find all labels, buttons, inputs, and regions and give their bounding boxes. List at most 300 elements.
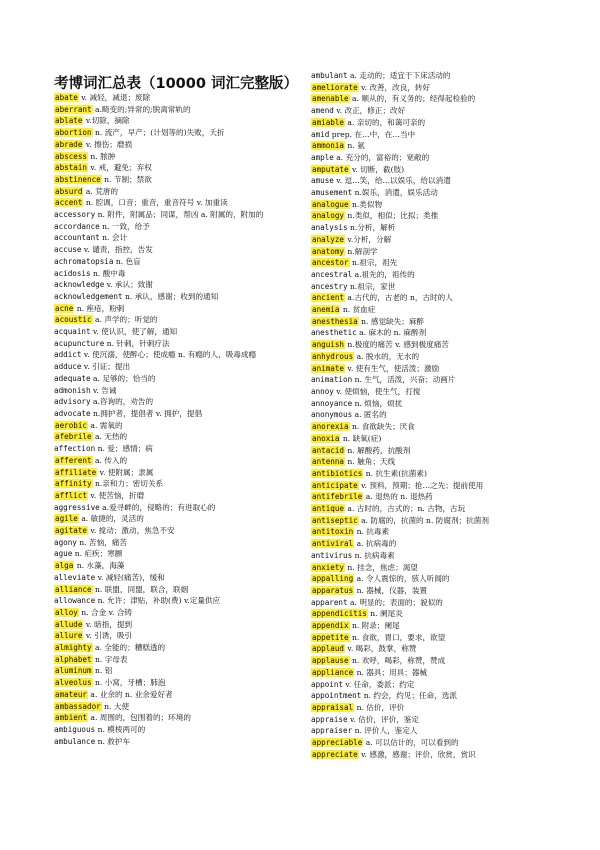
vocab-word: antitoxin bbox=[312, 527, 354, 537]
vocab-word: appendix bbox=[312, 621, 349, 631]
vocab-entry bbox=[311, 445, 573, 457]
vocab-definition: n. 流产，早产；(计划等的)失败，夭折 bbox=[92, 128, 225, 138]
vocab-definition: n. 抗毒素 bbox=[354, 527, 390, 537]
vocab-entry bbox=[311, 292, 573, 304]
vocab-entry bbox=[311, 105, 573, 117]
vocab-word: adequate bbox=[54, 373, 91, 383]
vocab-entry bbox=[54, 478, 304, 490]
vocab-word: appendicitis bbox=[312, 609, 367, 619]
vocab-entry bbox=[54, 209, 304, 221]
vocab-definition: v. 戒，避免；弃权 bbox=[88, 163, 152, 173]
vocab-word: admonish bbox=[54, 385, 91, 395]
vocab-definition: n. 贫血症 bbox=[340, 305, 376, 315]
vocab-definition: v. 改善，改良，转好 bbox=[358, 82, 431, 92]
vocab-definition: a.祖先的，祖传的 bbox=[352, 269, 415, 279]
vocab-entry bbox=[311, 690, 573, 702]
vocab-word: acknowledge bbox=[54, 280, 105, 290]
vocab-word: appraise bbox=[311, 714, 348, 724]
vocab-entry bbox=[311, 398, 573, 410]
vocab-definition: a. 可以估计的，可以看到的 bbox=[363, 738, 459, 748]
vocab-entry bbox=[311, 562, 573, 574]
vocab-entry bbox=[311, 117, 573, 129]
vocab-entry bbox=[54, 665, 304, 677]
vocab-word: aberrant bbox=[55, 104, 92, 114]
vocab-entry bbox=[311, 140, 573, 152]
vocab-entry bbox=[54, 619, 304, 631]
vocab-definition: n. 小窝，牙槽；肺泡 bbox=[92, 678, 166, 688]
vocab-word: affection bbox=[54, 444, 96, 454]
vocab-word: amputate bbox=[312, 164, 349, 174]
vocab-definition: a. 脱水的，无水的 bbox=[354, 351, 420, 361]
vocab-word: appreciate bbox=[312, 749, 358, 759]
vocab-entry bbox=[54, 151, 304, 163]
vocab-word: almighty bbox=[55, 643, 92, 653]
vocab-word: appraisal bbox=[312, 702, 354, 712]
vocab-definition: n. 节制；禁欲 bbox=[101, 174, 152, 184]
vocab-definition: v. 告诫 bbox=[90, 385, 117, 395]
vocab-definition: a. 抗病毒的 bbox=[354, 539, 397, 549]
vocab-word: applaud bbox=[312, 644, 345, 654]
vocab-word: ambiguous bbox=[54, 724, 96, 734]
vocab-definition: n. 欢呼，喝彩，称赞，赞成 bbox=[349, 656, 446, 666]
vocab-entry bbox=[54, 689, 304, 701]
vocab-entry bbox=[54, 420, 304, 432]
vocab-word: analogy bbox=[312, 211, 345, 221]
vocab-definition: n. 烦恼，烦扰 bbox=[352, 398, 403, 408]
vocab-entry bbox=[311, 129, 573, 141]
vocab-definition: a. 周围的，包围着的；环境的 bbox=[88, 713, 191, 723]
vocab-definition: a.古代的，古老的 n，古时的人 bbox=[345, 293, 453, 303]
vocab-entry bbox=[54, 162, 304, 174]
vocab-entry bbox=[311, 725, 573, 737]
vocab-definition: a. 古时的，古式的；n. 古物，古玩 bbox=[345, 504, 466, 514]
vocab-word: ambassador bbox=[55, 701, 101, 711]
vocab-word: appraiser bbox=[311, 726, 353, 736]
vocab-entry bbox=[311, 82, 573, 94]
vocab-definition: a. 充分的，富裕的；宽敞的 bbox=[333, 152, 430, 162]
vocab-word: abate bbox=[55, 93, 78, 102]
vocab-word: amusement bbox=[311, 188, 353, 198]
vocab-entry bbox=[311, 597, 573, 609]
vocab-definition: a.爱寻衅的，侵略的；有进取心的 bbox=[99, 502, 216, 512]
vocab-definition: v.切除，摘除 bbox=[83, 116, 130, 126]
vocab-entry bbox=[54, 502, 304, 514]
vocab-word: afflict bbox=[55, 490, 88, 500]
vocab-definition: n. 估价，评价 bbox=[354, 702, 405, 712]
vocab-word: advocate bbox=[54, 408, 91, 418]
vocab-definition: n. 一致，给予 bbox=[99, 221, 150, 231]
vocab-entry bbox=[311, 550, 573, 562]
vocab-definition: n.类似物 bbox=[349, 199, 383, 209]
vocab-definition: n. 字母表 bbox=[92, 654, 128, 664]
vocab-entry bbox=[54, 291, 304, 303]
vocab-definition: v. 使附属；隶属 bbox=[97, 467, 154, 477]
vocab-definition: n. 约会，约见；任命，选派 bbox=[361, 691, 457, 701]
vocab-entry bbox=[311, 93, 573, 105]
left-column bbox=[54, 92, 304, 747]
vocab-entry bbox=[311, 234, 573, 246]
vocab-entry bbox=[54, 595, 304, 607]
vocab-entry bbox=[54, 396, 304, 408]
vocab-word: allure bbox=[55, 631, 83, 641]
vocab-word: acknowledgement bbox=[54, 291, 123, 301]
vocab-word: agile bbox=[55, 514, 78, 524]
vocab-entry bbox=[54, 303, 304, 315]
vocab-definition: n.极度的痛苦 v. 感到极度痛苦 bbox=[345, 340, 449, 350]
vocab-definition: a. 敏捷的，灵活的 bbox=[78, 514, 144, 524]
vocab-word: annoy bbox=[311, 386, 334, 396]
vocab-definition: v. 使沉溺，使醉心；使成瘾 n. 有瘾的人，吸毒成瘾 bbox=[81, 350, 257, 360]
vocab-entry bbox=[54, 115, 304, 127]
vocab-definition: a. 传入的 bbox=[92, 455, 128, 465]
vocab-entry bbox=[54, 244, 304, 256]
vocab-definition: n. 食欲缺失；厌食 bbox=[349, 422, 415, 432]
vocab-entry bbox=[54, 654, 304, 666]
vocab-definition: a. 荒唐的 bbox=[83, 186, 118, 196]
vocab-definition: n. 器械，仪器，装置 bbox=[354, 585, 428, 595]
vocab-definition: n. 会计 bbox=[99, 233, 128, 243]
vocab-word: allude bbox=[55, 619, 83, 629]
vocab-word: alga bbox=[55, 561, 74, 571]
vocab-definition: a. 需氧的 bbox=[88, 420, 123, 430]
vocab-definition: v. 搅动；激动，焦急不安 bbox=[88, 526, 175, 536]
vocab-word: achromatopsia bbox=[54, 256, 114, 266]
vocab-definition: a. 明显的；表面的；貌似的 bbox=[347, 597, 443, 607]
vocab-definition: n. 爱；感情；病 bbox=[95, 444, 153, 454]
vocab-definition: n. 色盲 bbox=[113, 256, 141, 266]
vocab-word: agony bbox=[54, 537, 77, 547]
vocab-definition: v. 使有生气，使活泼；激励 bbox=[345, 363, 440, 373]
vocab-definition: n.拥护者，提倡者 v. 拥护，提倡 bbox=[90, 408, 203, 418]
vocab-definition: a. 全能的；糟糕透的 bbox=[92, 643, 166, 653]
vocab-definition: n. 挂念，焦虑；渴望 bbox=[345, 562, 418, 572]
vocab-entry bbox=[54, 525, 304, 537]
vocab-word: acidosis bbox=[54, 268, 91, 278]
vocab-word: addict bbox=[54, 350, 82, 360]
vocab-word: applause bbox=[312, 656, 349, 666]
vocab-word: animate bbox=[312, 363, 345, 373]
vocab-word: abrade bbox=[55, 139, 83, 149]
vocab-definition: n. 生气，活泼，兴奋；动画片 bbox=[352, 375, 456, 385]
vocab-definition: n. 抗生素(抗菌素) bbox=[363, 468, 427, 478]
vocab-entry bbox=[54, 186, 304, 198]
vocab-word: ameliorate bbox=[312, 82, 358, 92]
vocab-definition: n. 感觉缺失；麻醉 bbox=[358, 316, 425, 326]
vocab-definition: v. 喝彩，鼓掌，称赞 bbox=[345, 644, 417, 654]
vocab-word: anticipate bbox=[312, 480, 358, 490]
vocab-entry bbox=[311, 316, 573, 328]
vocab-word: agitate bbox=[55, 526, 88, 536]
vocab-definition: v.分析，分解 bbox=[345, 234, 392, 244]
vocab-definition: v. 切断，截(肢) bbox=[349, 164, 405, 174]
vocab-definition: n. 触角；天线 bbox=[345, 457, 396, 467]
vocab-entry bbox=[311, 386, 573, 398]
vocab-definition: n.类似，相似；比拟；类推 bbox=[345, 211, 439, 221]
vocab-definition: n. 器具；用具；器械 bbox=[354, 667, 428, 677]
vocab-word: accordance bbox=[54, 221, 100, 231]
vocab-definition: n.娱乐，消遣，娱乐活动 bbox=[352, 188, 438, 198]
vocab-word: abscess bbox=[55, 151, 88, 161]
vocab-entry bbox=[54, 490, 304, 502]
vocab-entry bbox=[54, 455, 304, 467]
vocab-definition: n. 缺氧(症) bbox=[340, 433, 382, 443]
vocab-entry bbox=[311, 363, 573, 375]
vocab-definition: v. 减轻(痛苦)，缓和 bbox=[95, 572, 165, 582]
vocab-definition: a. 亲切的，和蔼可亲的 bbox=[345, 117, 426, 127]
vocab-entry bbox=[54, 279, 304, 291]
vocab-entry bbox=[311, 667, 573, 679]
vocab-word: antiviral bbox=[312, 539, 354, 549]
vocab-word: analogue bbox=[312, 199, 349, 209]
vocab-word: anatomy bbox=[312, 246, 345, 256]
vocab-word: adduce bbox=[54, 362, 82, 372]
vocab-entry bbox=[311, 620, 573, 632]
vocab-word: accent bbox=[55, 198, 83, 208]
vocab-word: anesthetic bbox=[311, 328, 357, 338]
vocab-word: alliance bbox=[55, 584, 92, 594]
vocab-definition: n. 合金 v. 合铸 bbox=[78, 607, 132, 617]
vocab-entry bbox=[54, 385, 304, 397]
vocab-word: antique bbox=[312, 504, 345, 514]
vocab-entry bbox=[311, 433, 573, 445]
vocab-word: aluminum bbox=[55, 666, 92, 676]
vocab-word: antenna bbox=[312, 457, 345, 467]
vocab-entry bbox=[311, 679, 573, 691]
vocab-definition: a. 业余的 n. 业余爱好者 bbox=[88, 689, 173, 699]
vocab-definition: a. 无热的 bbox=[92, 432, 128, 442]
vocab-word: accountant bbox=[54, 233, 100, 243]
vocab-entry bbox=[54, 361, 304, 373]
vocab-definition: a.咨询的，劝告的 bbox=[90, 397, 154, 407]
vocab-definition: n. 氨 bbox=[345, 141, 365, 151]
vocab-word: accessory bbox=[54, 210, 96, 220]
vocab-word: ammonia bbox=[312, 141, 345, 151]
vocab-definition: a. 声学的；听觉的 bbox=[92, 315, 158, 325]
vocab-definition: v. 估价，评价，鉴定 bbox=[347, 714, 419, 724]
vocab-entry bbox=[54, 174, 304, 186]
vocab-definition: n. 评价人，鉴定人 bbox=[352, 726, 418, 736]
vocab-word: amuse bbox=[311, 176, 334, 186]
vocab-definition: v. 使烦恼，使生气，打搅 bbox=[333, 386, 421, 396]
vocab-definition: a. 足够的；恰当的 bbox=[90, 373, 156, 383]
vocab-definition: n. 脓肿 bbox=[88, 151, 116, 161]
vocab-word: appointment bbox=[311, 691, 362, 701]
vocab-entry bbox=[54, 373, 304, 385]
vocab-word: affinity bbox=[55, 479, 92, 489]
vocab-word: absurd bbox=[55, 186, 83, 196]
right-column bbox=[311, 70, 573, 760]
vocab-entry bbox=[54, 443, 304, 455]
vocab-entry bbox=[311, 409, 573, 421]
vocab-word: appetite bbox=[312, 632, 349, 642]
vocab-word: animation bbox=[311, 375, 353, 385]
vocab-word: anxiety bbox=[312, 562, 345, 572]
vocab-definition: v. 减轻，减退；废除 bbox=[78, 93, 151, 102]
vocab-entry bbox=[54, 572, 304, 584]
vocab-definition: v. 预料，预期；抢…之先；提前使用 bbox=[358, 480, 484, 490]
vocab-word: ancestor bbox=[312, 258, 349, 268]
vocab-word: ancestral bbox=[311, 269, 353, 279]
vocab-definition: n. 铝 bbox=[92, 666, 113, 676]
vocab-entry bbox=[311, 199, 573, 211]
vocab-word: ample bbox=[311, 152, 334, 162]
vocab-definition: n. 疟疾；寒颤 bbox=[72, 549, 123, 559]
vocab-word: amenable bbox=[312, 94, 349, 104]
vocab-entry bbox=[54, 630, 304, 642]
vocab-definition: v. 使认识，使了解，通知 bbox=[90, 327, 178, 337]
vocab-definition: a. 防腐的，抗菌的 n. 防腐剂；抗菌剂 bbox=[358, 515, 489, 525]
vocab-entry bbox=[311, 281, 573, 293]
vocab-word: alloy bbox=[55, 607, 78, 617]
vocab-definition: n. 苦恼，痛苦 bbox=[76, 537, 127, 547]
vocab-definition: n. 允许；津贴，补助(费) v.定量供应 bbox=[95, 596, 221, 606]
vocab-word: ancient bbox=[312, 293, 345, 303]
vocab-word: amateur bbox=[55, 689, 88, 699]
vocab-entry bbox=[54, 736, 304, 748]
vocab-word: acquaint bbox=[54, 327, 91, 337]
vocab-word: afebrile bbox=[55, 432, 92, 442]
vocab-entry bbox=[311, 421, 573, 433]
vocab-entry bbox=[54, 268, 304, 280]
vocab-word: aerobic bbox=[55, 420, 88, 430]
vocab-word: alleviate bbox=[54, 572, 96, 582]
vocab-entry bbox=[311, 608, 573, 620]
vocab-entry bbox=[54, 127, 304, 139]
vocab-definition: v. 引诱，吸引 bbox=[83, 631, 133, 641]
vocab-entry bbox=[311, 175, 573, 187]
vocab-entry bbox=[54, 338, 304, 350]
vocab-word: antibiotics bbox=[312, 468, 363, 478]
vocab-entry bbox=[311, 573, 573, 585]
vocab-entry bbox=[54, 467, 304, 479]
vocab-entry bbox=[54, 513, 304, 525]
vocab-entry bbox=[311, 468, 573, 480]
vocab-definition: n. 痤疮，粉刺 bbox=[74, 303, 125, 313]
vocab-entry bbox=[54, 256, 304, 268]
vocab-word: abstain bbox=[55, 163, 88, 173]
vocab-word: affiliate bbox=[55, 467, 97, 477]
vocab-word: antiseptic bbox=[312, 515, 358, 525]
vocab-definition: a. 匿名的 bbox=[352, 410, 387, 420]
vocab-word: amiable bbox=[312, 117, 345, 127]
vocab-word: appreciable bbox=[312, 738, 363, 748]
vocab-definition: a. 退热的 n. 退热药 bbox=[363, 492, 433, 502]
vocab-definition: a. 令人震惊的，骇人听闻的 bbox=[354, 574, 450, 584]
vocab-entry bbox=[54, 642, 304, 654]
vocab-definition: v. 暗指，提到 bbox=[83, 619, 133, 629]
vocab-definition: n. 附件，附属品；同谋，帮凶 a. 附属的，附加的 bbox=[95, 210, 264, 220]
vocab-entry bbox=[311, 374, 573, 386]
vocab-entry bbox=[54, 607, 304, 619]
vocab-entry bbox=[54, 724, 304, 736]
vocab-entry bbox=[54, 221, 304, 233]
vocab-entry bbox=[311, 737, 573, 749]
vocab-entry bbox=[311, 327, 573, 339]
vocab-entry bbox=[54, 197, 304, 209]
vocab-word: acoustic bbox=[55, 315, 92, 325]
vocab-entry bbox=[311, 304, 573, 316]
vocab-word: annoyance bbox=[311, 398, 353, 408]
vocab-entry bbox=[54, 701, 304, 713]
vocab-definition: n. 腔调，口音；重音，重音符号 v. 加重读 bbox=[83, 198, 228, 208]
vocab-word: ablate bbox=[55, 116, 83, 126]
vocab-word: apparent bbox=[311, 597, 348, 607]
vocab-entry bbox=[311, 714, 573, 726]
vocab-definition: n. 大使 bbox=[101, 701, 130, 711]
vocab-entry bbox=[54, 584, 304, 596]
vocab-word: acupuncture bbox=[54, 338, 105, 348]
vocab-entry bbox=[311, 257, 573, 269]
vocab-definition: n.亲和力；密切关系 bbox=[92, 479, 164, 489]
vocab-word: appalling bbox=[312, 574, 354, 584]
vocab-word: antivirus bbox=[311, 550, 353, 560]
vocab-entry bbox=[54, 677, 304, 689]
vocab-definition: v. 擦伤；磨损 bbox=[83, 139, 133, 149]
vocab-word: allowance bbox=[54, 596, 96, 606]
page-title: 考博词汇总表（10000 词汇完整版） bbox=[54, 76, 298, 92]
vocab-entry bbox=[311, 655, 573, 667]
vocab-word: aggressive bbox=[54, 502, 100, 512]
vocab-word: ague bbox=[54, 549, 73, 559]
vocab-entry bbox=[54, 104, 304, 116]
vocab-entry bbox=[311, 503, 573, 515]
vocab-definition: n. 水藻，海藻 bbox=[74, 561, 125, 571]
vocab-definition: n. 救护车 bbox=[95, 736, 131, 746]
vocab-definition: n. 食欲，胃口，要求，欲望 bbox=[349, 632, 446, 642]
vocab-entry bbox=[54, 232, 304, 244]
vocab-entry bbox=[311, 269, 573, 281]
vocab-definition: v. 使苦恼，折磨 bbox=[88, 490, 145, 500]
vocab-entry bbox=[311, 643, 573, 655]
vocab-word: anorexia bbox=[312, 422, 349, 432]
vocab-entry bbox=[311, 187, 573, 199]
vocab-definition: n. 承认，感谢；收到的通知 bbox=[122, 291, 219, 301]
vocab-word: alphabet bbox=[55, 654, 92, 664]
vocab-entry bbox=[54, 139, 304, 151]
vocab-word: ambient bbox=[55, 713, 88, 723]
vocab-entry bbox=[311, 339, 573, 351]
vocab-definition: n. 解酸药，抗酸剂 bbox=[345, 445, 411, 455]
vocab-definition: v. 感激，感谢；评价，欣赏，赏识 bbox=[358, 749, 476, 759]
vocab-entry bbox=[54, 548, 304, 560]
vocab-entry bbox=[54, 537, 304, 549]
vocab-entry bbox=[54, 314, 304, 326]
vocab-definition: n.解剖学 bbox=[345, 246, 378, 256]
vocab-definition: v. 任命，委派；约定 bbox=[343, 679, 415, 689]
vocab-entry bbox=[54, 326, 304, 338]
vocab-entry bbox=[311, 456, 573, 468]
vocab-definition: n. 针刺，针刺疗法 bbox=[104, 338, 170, 348]
vocab-entry bbox=[311, 491, 573, 503]
vocab-word: accuse bbox=[54, 245, 82, 255]
vocab-definition: n. 附录；阑尾 bbox=[349, 621, 400, 631]
vocab-entry bbox=[311, 480, 573, 492]
vocab-entry bbox=[54, 92, 304, 104]
vocab-word: anonymous bbox=[311, 410, 353, 420]
vocab-definition: v. 逗…笑，给…以娱乐，给以消遣 bbox=[333, 176, 451, 186]
vocab-word: alveolus bbox=[55, 678, 92, 688]
vocab-entry bbox=[54, 712, 304, 724]
vocab-word: ambulance bbox=[54, 736, 96, 746]
vocab-definition: a.畸变的;异常的;脱离常轨的 bbox=[92, 104, 191, 114]
vocab-definition: prep. 在…中，在…当中 bbox=[329, 129, 416, 139]
vocab-entry bbox=[311, 164, 573, 176]
vocab-entry bbox=[311, 585, 573, 597]
vocab-word: ambulant bbox=[311, 71, 348, 80]
vocab-definition: a. 走动的；适宜于下床活动的 bbox=[347, 71, 451, 80]
vocab-entry bbox=[54, 349, 304, 361]
vocab-entry bbox=[311, 210, 573, 222]
